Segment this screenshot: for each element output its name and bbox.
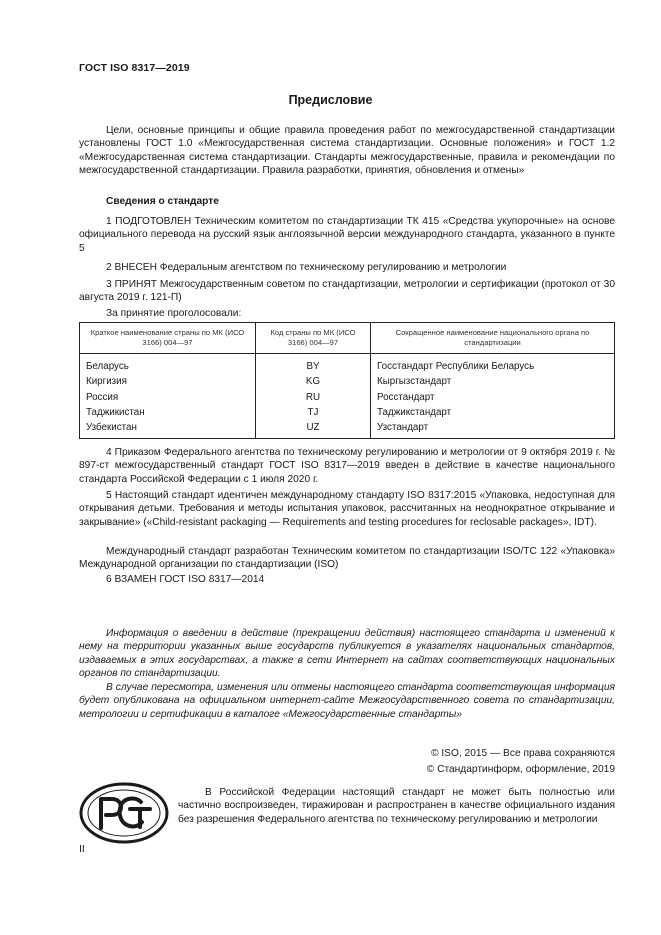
table-row [80, 390, 615, 405]
country-cell: Таджикистан [86, 407, 145, 419]
rst-logo-icon [79, 782, 169, 844]
page-title: Предисловие [288, 93, 373, 107]
column-header-country: Краткое наименование страны по МК (ИСО 3166) 004—97 [80, 323, 256, 354]
table-row [80, 354, 615, 375]
code-cell: KG [256, 374, 371, 389]
body-cell: Кыргызстандарт [371, 374, 615, 389]
code-cell: BY [256, 354, 371, 375]
section-subheading: Сведения о стандарте [106, 196, 219, 207]
body-cell: Таджикстандарт [371, 405, 615, 420]
code-cell: RU [256, 390, 371, 405]
item-3-paragraph: 3 ПРИНЯТ Межгосударственным советом по стандартизации, метрологии и сертификации (протокол от 30 августа 2019 г. 121-П) [79, 279, 615, 304]
table-row [80, 420, 615, 439]
code-cell: TJ [256, 405, 371, 420]
copyright-iso: © ISO, 2015 — Все права сохраняются [431, 748, 615, 759]
document-code: ГОСТ ISO 8317—2019 [79, 62, 190, 74]
vote-label: За принятие проголосовали: [106, 308, 242, 319]
table-row [80, 374, 615, 389]
item-6-paragraph: 6 ВЗАМЕН ГОСТ ISO 8317—2014 [106, 574, 265, 585]
reproduction-notice: В Российской Федерации настоящий стандарт не может быть полностью или частично воспроизведен, тиражирован и распространен в качестве официального издания без разрешения Федерального агентства по техническому регулированию и метрологии [178, 787, 615, 825]
item-1-paragraph: 1 ПОДГОТОВЛЕН Техническим комитетом по стандартизации ТК 415 «Средства укупорочные» на основе официального перевода на русский язык англоязычной версии международного стандарта, указанного в пункте 5 [79, 216, 615, 254]
table-row [80, 405, 615, 420]
column-header-code: Код страны по МК (ИСО 3166) 004—97 [256, 323, 371, 354]
code-cell: UZ [256, 420, 371, 439]
body-cell: Росстандарт [371, 390, 615, 405]
body-cell: Узстандарт [371, 420, 615, 439]
table-header-row [80, 323, 615, 354]
item-4-paragraph: 4 Приказом Федерального агентства по техническому регулированию и метрологии от 9 октября 2019 г. № 897-ст межгосударственный стандарт ГОСТ ISO 8317—2019 введен в действие в качестве национального стандарта Российской Федерации с 1 июля 2020 г. [79, 447, 615, 485]
item-2-paragraph: 2 ВНЕСЕН Федеральным агентством по техническому регулированию и метрологии [106, 262, 507, 273]
page-number: II [79, 843, 85, 855]
voting-table [79, 322, 615, 439]
country-cell: Узбекистан [86, 422, 137, 434]
column-header-body: Сокращенное наименование национального органа по стандартизации [371, 323, 615, 354]
item-5-paragraph: 5 Настоящий стандарт идентичен международному стандарту ISO 8317:2015 «Упаковка, недоступная для открывания детьми. Требования и методы испытания упаковок, рассчитанных на неоднократное открывание и закрывание» («Child-resistant packaging — Requirements and testing procedures for reclosable packages», IDT). [79, 490, 615, 528]
country-cell: Киргизия [86, 376, 127, 388]
body-cell: Госстандарт Республики Беларусь [371, 354, 615, 375]
item-5b-paragraph: Международный стандарт разработан Техническим комитетом по стандартизации ISO/TC 122 «Упаковка» Международной организации по стандартизации (ISO) [79, 546, 615, 571]
country-cell: Россия [86, 391, 119, 403]
notice-introduction-paragraph: Информация о введении в действие (прекращении действия) настоящего стандарта и изменений к нему на территории указанных выше государств публикуется в указателях национальных стандартов, издаваемых в этих государствах, а также в сети Интернет на сайтах соответствующих национальных органов по стандартизации. [79, 628, 615, 679]
notice-revision-paragraph: В случае пересмотра, изменения или отмены настоящего стандарта соответствующая информация будет опубликована на официальном интернет-сайте Межгосударственного совета по стандартизации, метрологии и сертификации в каталоге «Межгосударственные стандарты» [79, 682, 615, 720]
intro-paragraph: Цели, основные принципы и общие правила проведения работ по межгосударственной стандартизации установлены ГОСТ 1.0 «Межгосударственная система стандартизации. Основные положения» и ГОСТ 1.2 «Межгосударственная система стандартизации. Стандарты межгосударственные, правила и рекомендации по межгосударственной стандартизации. Правила разработки, принятия, обновления и отмены» [79, 125, 615, 176]
copyright-standartinform: © Стандартинформ, оформление, 2019 [426, 764, 615, 775]
country-cell: Беларусь [86, 361, 129, 373]
